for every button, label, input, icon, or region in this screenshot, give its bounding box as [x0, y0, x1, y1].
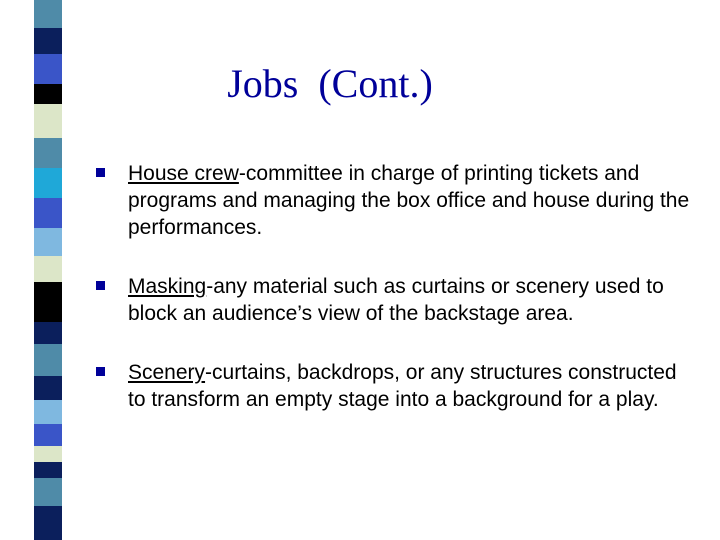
square-bullet-icon: [96, 281, 105, 290]
bullet-definition: -committee in charge of printing tickets and programs and managing the box office and house during the performances.: [128, 162, 690, 239]
bullet-house-crew: [96, 160, 696, 241]
square-bullet-icon: [96, 367, 105, 376]
stripe-block: [34, 138, 62, 168]
stripe-block: [34, 376, 62, 400]
bullet-term: House crew: [128, 162, 239, 185]
stripe-block: [34, 462, 62, 478]
bullet-scenery: [96, 359, 696, 413]
stripe-block: [34, 446, 62, 462]
stripe-block: [34, 478, 62, 506]
stripe-block: [34, 0, 62, 28]
stripe-block: [34, 256, 62, 282]
bullet-term: Scenery: [128, 361, 206, 384]
stripe-block: [34, 84, 62, 104]
stripe-block: [34, 424, 62, 446]
decorative-stripe: [0, 0, 66, 540]
stripe-block: [34, 198, 62, 228]
stripe-block: [34, 228, 62, 256]
stripe-block: [34, 506, 62, 540]
stripe-block: [34, 54, 62, 84]
stripe-block: [34, 344, 62, 376]
stripe-block: [34, 322, 62, 344]
bullet-masking: [96, 273, 696, 327]
stripe-block: [34, 282, 62, 322]
bullet-list: [96, 160, 696, 445]
stripe-block: [34, 168, 62, 198]
stripe-block: [34, 400, 62, 424]
bullet-definition: -curtains, backdrops, or any structures constructed to transform an empty stage into a background for a play.: [128, 361, 677, 411]
slide-title: Jobs (Cont.): [227, 61, 433, 106]
square-bullet-icon: [96, 168, 105, 177]
bullet-term: Masking: [128, 275, 207, 298]
stripe-block: [34, 104, 62, 138]
stripe-block: [34, 28, 62, 54]
bullet-definition: -any material such as curtains or scenery used to block an audience’s view of the backstage area.: [128, 275, 664, 325]
